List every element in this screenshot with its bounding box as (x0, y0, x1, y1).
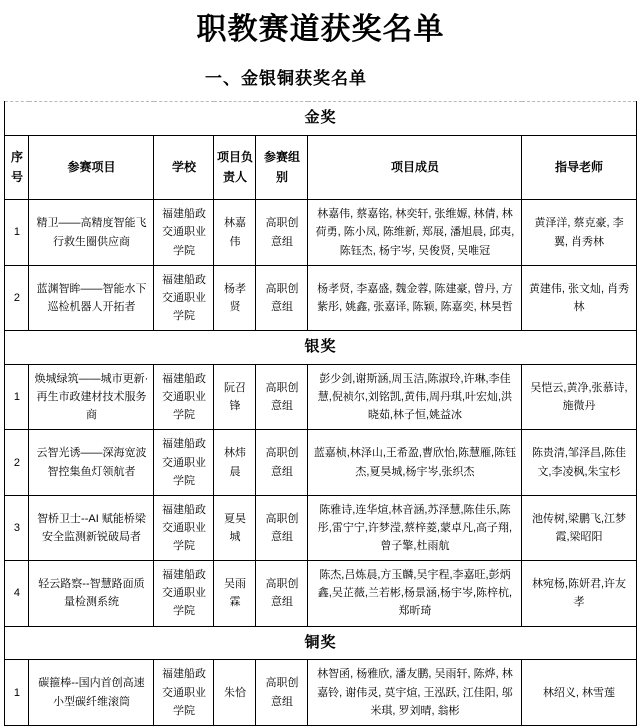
cell-no: 1 (5, 364, 29, 429)
cell-members: 陈杰,吕炼晨,方玉麟,吴宇程,李嘉旺,彭炳鑫,吴芷薇,兰若彬,杨景涵,杨宇岑,陈梓杭,郑昕琦 (308, 561, 522, 626)
cell-no: 4 (5, 561, 29, 626)
cell-members: 林智函, 杨雅欣, 潘友鹏, 吴雨轩, 陈烨, 林嘉铃, 谢伟灵, 莫宇煊, 王泓跃, 江佳阳, 邬米琪, 罗刘晴, 翁彬 (308, 660, 522, 725)
cell-project: 焕城绿筑——城市更新·再生市政建材技术服务商 (29, 364, 154, 429)
cell-group: 高职创意组 (256, 430, 308, 495)
cell-no: 1 (5, 660, 29, 725)
cell-project: 云智光诱——深海宽波智控集鱼灯领航者 (29, 430, 154, 495)
table-row (5, 561, 636, 626)
cell-advisors: 黄泽洋, 蔡克豪, 李翼, 肖秀林 (522, 200, 636, 265)
cell-group: 高职创意组 (256, 660, 308, 725)
cell-school: 福建船政交通职业学院 (154, 430, 214, 495)
col-header-project: 参赛项目 (29, 135, 154, 200)
cell-leader: 朱恰 (214, 660, 256, 725)
cell-no: 2 (5, 430, 29, 495)
section-row (5, 331, 636, 365)
table-row (5, 200, 636, 265)
award-table-body (5, 102, 636, 726)
cell-advisors: 黄建伟, 张文灿, 肖秀林 (522, 265, 636, 330)
col-header-no: 序号 (5, 135, 29, 200)
table-row (5, 495, 636, 560)
cell-project: 精卫——高精度智能飞行救生圈供应商 (29, 200, 154, 265)
section-label: 银奖 (5, 331, 636, 365)
table-row (5, 364, 636, 429)
award-table (4, 101, 636, 726)
cell-advisors: 林绍义, 林雪莲 (522, 660, 636, 725)
table-row (5, 430, 636, 495)
cell-school: 福建船政交通职业学院 (154, 200, 214, 265)
cell-leader: 林炜晨 (214, 430, 256, 495)
cell-group: 高职创意组 (256, 495, 308, 560)
cell-group: 高职创意组 (256, 265, 308, 330)
table-row (5, 265, 636, 330)
cell-school: 福建船政交通职业学院 (154, 364, 214, 429)
col-header-group: 参赛组别 (256, 135, 308, 200)
cell-members: 彭少剑,谢斯涵,周玉洁,陈淑玲,许琳,李佳慧,倪祯尔,刘铭凯,黄伟,周丹琪,叶宏灿,洪晓茹,林子恒,姚益冰 (308, 364, 522, 429)
cell-school: 福建船政交通职业学院 (154, 561, 214, 626)
cell-members: 陈雅诗,连华煊,林音涵,苏泽慧,陈佳乐,陈彤,雷宁宁,许梦滢,蔡梓菱,蒙卓凡,高子翔,曾子擎,杜雨航 (308, 495, 522, 560)
section-label: 金奖 (5, 102, 636, 136)
cell-school: 福建船政交通职业学院 (154, 265, 214, 330)
cell-project: 轻云路察--智慧路面质量检测系统 (29, 561, 154, 626)
cell-leader: 杨孝贤 (214, 265, 256, 330)
cell-project: 智桥卫士--AI 赋能桥梁安全监测新锐破局者 (29, 495, 154, 560)
cell-members: 林嘉伟, 蔡嘉铭, 林奕轩, 张维嫄, 林倩, 林荷勇, 陈小凤, 陈维新, 郑展, 潘旭晨, 邱夷, 陈钰杰, 杨宇岑, 吴俊贤, 吴唯冠 (308, 200, 522, 265)
section-row (5, 102, 636, 136)
col-header-members: 项目成员 (308, 135, 522, 200)
section-label: 铜奖 (5, 626, 636, 660)
cell-advisors: 林宛杨,陈妍君,许友孝 (522, 561, 636, 626)
cell-advisors: 陈贵清,邹泽昌,陈佳文,李凌枫,朱宝杉 (522, 430, 636, 495)
header-row (5, 135, 636, 200)
col-header-advisors: 指导老师 (522, 135, 636, 200)
cell-group: 高职创意组 (256, 561, 308, 626)
col-header-school: 学校 (154, 135, 214, 200)
col-header-leader: 项目负责人 (214, 135, 256, 200)
cell-leader: 夏昊城 (214, 495, 256, 560)
cell-members: 杨孝贤, 李嘉盛, 魏金蓉, 陈建豪, 曾丹, 方紫彤, 姚鑫, 张嘉译, 陈颖, 陈嘉奕, 林昊哲 (308, 265, 522, 330)
cell-no: 2 (5, 265, 29, 330)
cell-leader: 林嘉伟 (214, 200, 256, 265)
cell-school: 福建船政交通职业学院 (154, 660, 214, 725)
cell-advisors: 池传树,梁鹏飞,江梦霞,梁昭阳 (522, 495, 636, 560)
cell-project: 碳箍棒--国内首创高速小型碳纤维滚筒 (29, 660, 154, 725)
cell-school: 福建船政交通职业学院 (154, 495, 214, 560)
cell-leader: 吴雨霖 (214, 561, 256, 626)
section-row (5, 626, 636, 660)
cell-members: 蓝嘉桢,林泽山,王希盈,曹欣怡,陈慧雁,陈钰杰,夏昊城,杨宇岑,张织杰 (308, 430, 522, 495)
table-row (5, 660, 636, 725)
cell-no: 1 (5, 200, 29, 265)
cell-group: 高职创意组 (256, 200, 308, 265)
cell-leader: 阮召锋 (214, 364, 256, 429)
cell-no: 3 (5, 495, 29, 560)
cell-project: 蓝渊智眸——智能水下巡检机器人开拓者 (29, 265, 154, 330)
page-subtitle: 一、金银铜获奖名单 (205, 69, 367, 88)
cell-advisors: 吴恺云,黄净,张慕诗,施微丹 (522, 364, 636, 429)
cell-group: 高职创意组 (256, 364, 308, 429)
page-title: 职教赛道获奖名单 (196, 13, 445, 46)
